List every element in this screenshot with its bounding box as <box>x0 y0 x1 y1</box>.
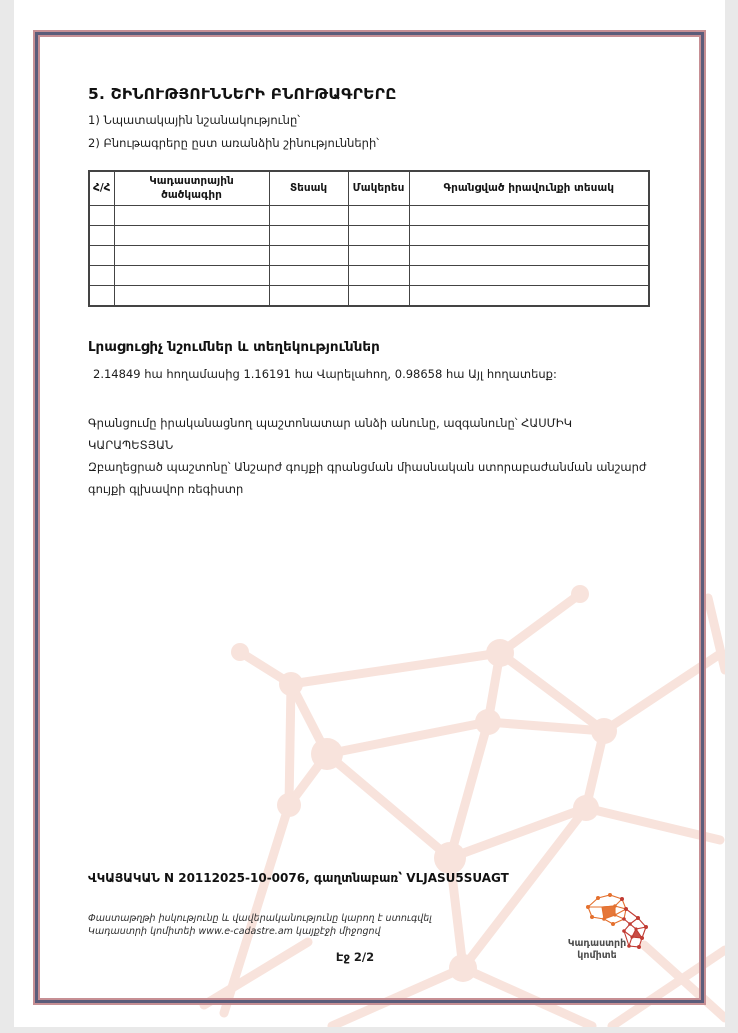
table-row <box>89 266 649 286</box>
table-cell <box>89 286 114 307</box>
buildings-table <box>88 170 650 307</box>
table-row <box>89 286 649 307</box>
table-cell <box>114 226 269 246</box>
table-cell <box>269 286 348 307</box>
table-cell <box>269 226 348 246</box>
table-cell <box>89 226 114 246</box>
certificate-number-line: ՎԿԱՅԱԿԱՆ N 20112025-10-0076, գաղտնաբառ՝ VLJASU5SUAGT <box>88 871 509 885</box>
table-cell <box>348 286 409 307</box>
table-cell <box>348 226 409 246</box>
table-row <box>89 246 649 266</box>
registrar-position-text: Զբաղեցրած պաշտոնը՝ Անշարժ գույքի գրանցման միասնական ստորաբաժանման անշարժ գույքի գլխավոր ռեգիստր <box>88 460 647 496</box>
land-measures-text: 2.14849 հա հողամասից 1.16191 հա Վարելահող, 0.98658 հա Այլ հողատեսք: <box>93 367 557 381</box>
logo-text-line2: կոմիտե <box>577 949 617 961</box>
table-cell <box>269 266 348 286</box>
table-cell <box>89 246 114 266</box>
table-cell <box>348 206 409 226</box>
table-cell <box>89 206 114 226</box>
table-header-row <box>89 171 649 206</box>
purpose-designation-line: 1) Նպատակային նշանակությունը՝ <box>88 113 300 127</box>
col-header-number: Հ/Հ <box>89 171 114 206</box>
col-header-area: Մակերես <box>348 171 409 206</box>
table-cell <box>114 286 269 307</box>
table-cell <box>409 266 649 286</box>
table-cell <box>114 206 269 226</box>
additional-notes-title: Լրացուցիչ նշումներ և տեղեկություններ <box>88 339 380 355</box>
buildings-table-body <box>89 206 649 307</box>
certificate-page <box>14 0 725 1027</box>
table-row <box>89 206 649 226</box>
table-cell <box>348 266 409 286</box>
cadastre-committee-logo-text <box>552 938 642 961</box>
verification-note: Փաստաթղթի իսկությունը և վավերականությունը կարող է ստուգվել Կադաստրի կոմիտեի www.e-cadastre.am կայքէջի միջոցով <box>88 913 432 937</box>
table-cell <box>89 266 114 286</box>
table-cell <box>409 246 649 266</box>
col-header-cadastral-code: Կադաստրային ծածկագիր <box>114 171 269 206</box>
table-cell <box>114 266 269 286</box>
table-cell <box>114 246 269 266</box>
logo-text-line1: Կադաստրի <box>567 938 627 949</box>
table-cell <box>409 286 649 307</box>
table-cell <box>348 246 409 266</box>
table-cell <box>269 246 348 266</box>
table-cell <box>409 226 649 246</box>
registrar-name-text: Գրանցումը իրականացնող պաշտոնատար անձի անունը, ազգանունը՝ ՀԱՍՄԻԿ ԿԱՐԱՊԵՏՅԱՆ <box>88 416 573 452</box>
table-cell <box>409 206 649 226</box>
col-header-registered-right: Գրանցված իրավունքի տեսակ <box>409 171 649 206</box>
section-title: 5. ՇԻՆՈՒԹՅՈՒՆՆԵՐԻ ԲՆՈՒԹԱԳՐԵՐԸ <box>88 85 397 103</box>
table-cell <box>269 206 348 226</box>
table-row <box>89 226 649 246</box>
page-number: Էջ 2/2 <box>335 950 375 964</box>
col-header-type: Տեսակ <box>269 171 348 206</box>
characteristics-line: 2) Բնութագրերը ըստ առանձին շինությունների՝ <box>88 136 379 150</box>
